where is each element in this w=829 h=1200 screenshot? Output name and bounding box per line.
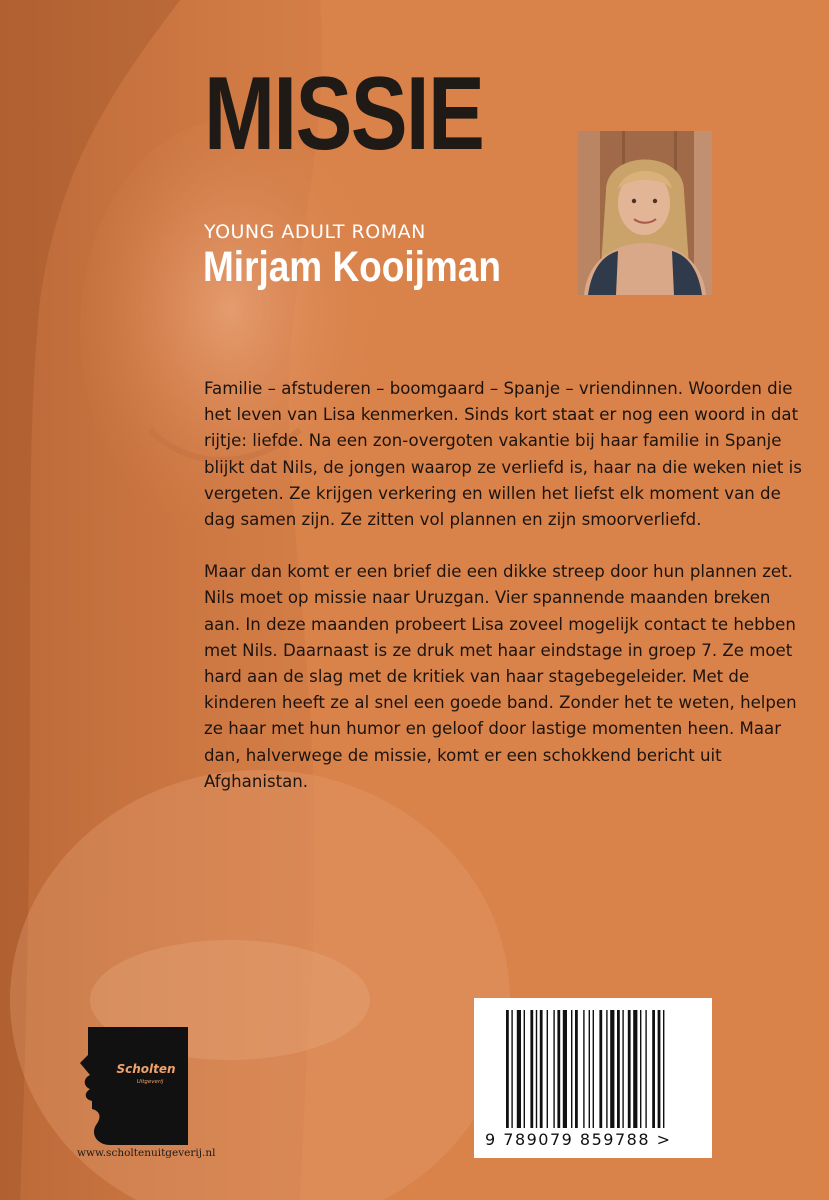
barcode-bar [563,1010,567,1128]
barcode-bar [622,1010,623,1128]
barcode-bar [640,1010,641,1128]
barcode-bar [617,1010,620,1128]
blurb-text [204,376,804,821]
author-name: Mirjam Kooijman [203,243,501,291]
publisher-name: Scholten [116,1062,176,1076]
blurb-paragraph-2: Maar dan komt er een brief die een dikke streep door hun plannen zet. Nils moet op missie naar Uruzgan. Vier spannende maanden breken aan. In deze maanden probeert Lisa zoveel mogelijk contact te hebben met Nils. Daarnaast is ze druk met haar eindstage in groep 7. Ze moet hard aan de slag met de kritiek van haar stagebegeleider. Met de kinderen heeft ze al snel een goede band. Zonder het te weten, helpen ze haar met hun humor en geloof door lastige momenten heen. Maar dan, halverwege de missie, komt er een schokkend bericht uit Afghanistan. [204,562,797,791]
publisher-website: www.scholtenuitgeverij.nl [77,1147,216,1159]
barcode-bar [524,1010,525,1128]
barcode-bar [658,1010,661,1128]
barcode-bar [589,1010,590,1128]
barcode-bar [575,1010,578,1128]
barcode-bar [599,1010,602,1128]
barcode-bar [530,1010,533,1128]
book-title: MISSIE [204,56,484,172]
barcode-bar [583,1010,584,1128]
barcode-bar [517,1010,521,1128]
barcode-bar [663,1010,664,1128]
barcode-bar [540,1010,543,1128]
author-photo [578,131,712,295]
barcode-bar [633,1010,637,1128]
book-genre: YOUNG ADULT ROMAN [204,221,426,243]
barcode-bar [506,1010,509,1128]
barcode-bar [645,1010,646,1128]
barcode-bar [652,1010,655,1128]
isbn-number: 9 789079 859788 > [485,1130,672,1149]
barcode-bar [536,1010,537,1128]
barcode-bar [557,1010,560,1128]
barcode-bar [606,1010,607,1128]
barcode-bar [628,1010,631,1128]
barcode-bar [547,1010,548,1128]
blurb-paragraph-1: Familie – afstuderen – boomgaard – Spanje – vriendinnen. Woorden die het leven van Lisa kenmerken. Sinds kort staat er nog een woord in dat rijtje: liefde. Na een zon-overgoten vakantie bij haar familie in Spanje blijkt dat Nils, de jongen waarop ze verliefd is, haar na die weken niet is vergeten. Ze krijgen verkering en willen het liefst elk moment van de dag samen zijn. Ze zitten vol plannen en zijn smoorverliefd. [204,379,802,530]
barcode-bar [553,1010,554,1128]
barcode-bar [593,1010,594,1128]
barcode-bar [571,1010,572,1128]
barcode-bar [511,1010,512,1128]
publisher-subname: Uitgeverij [136,1079,164,1085]
publisher-logo [80,1027,188,1145]
barcode-bar [610,1010,614,1128]
